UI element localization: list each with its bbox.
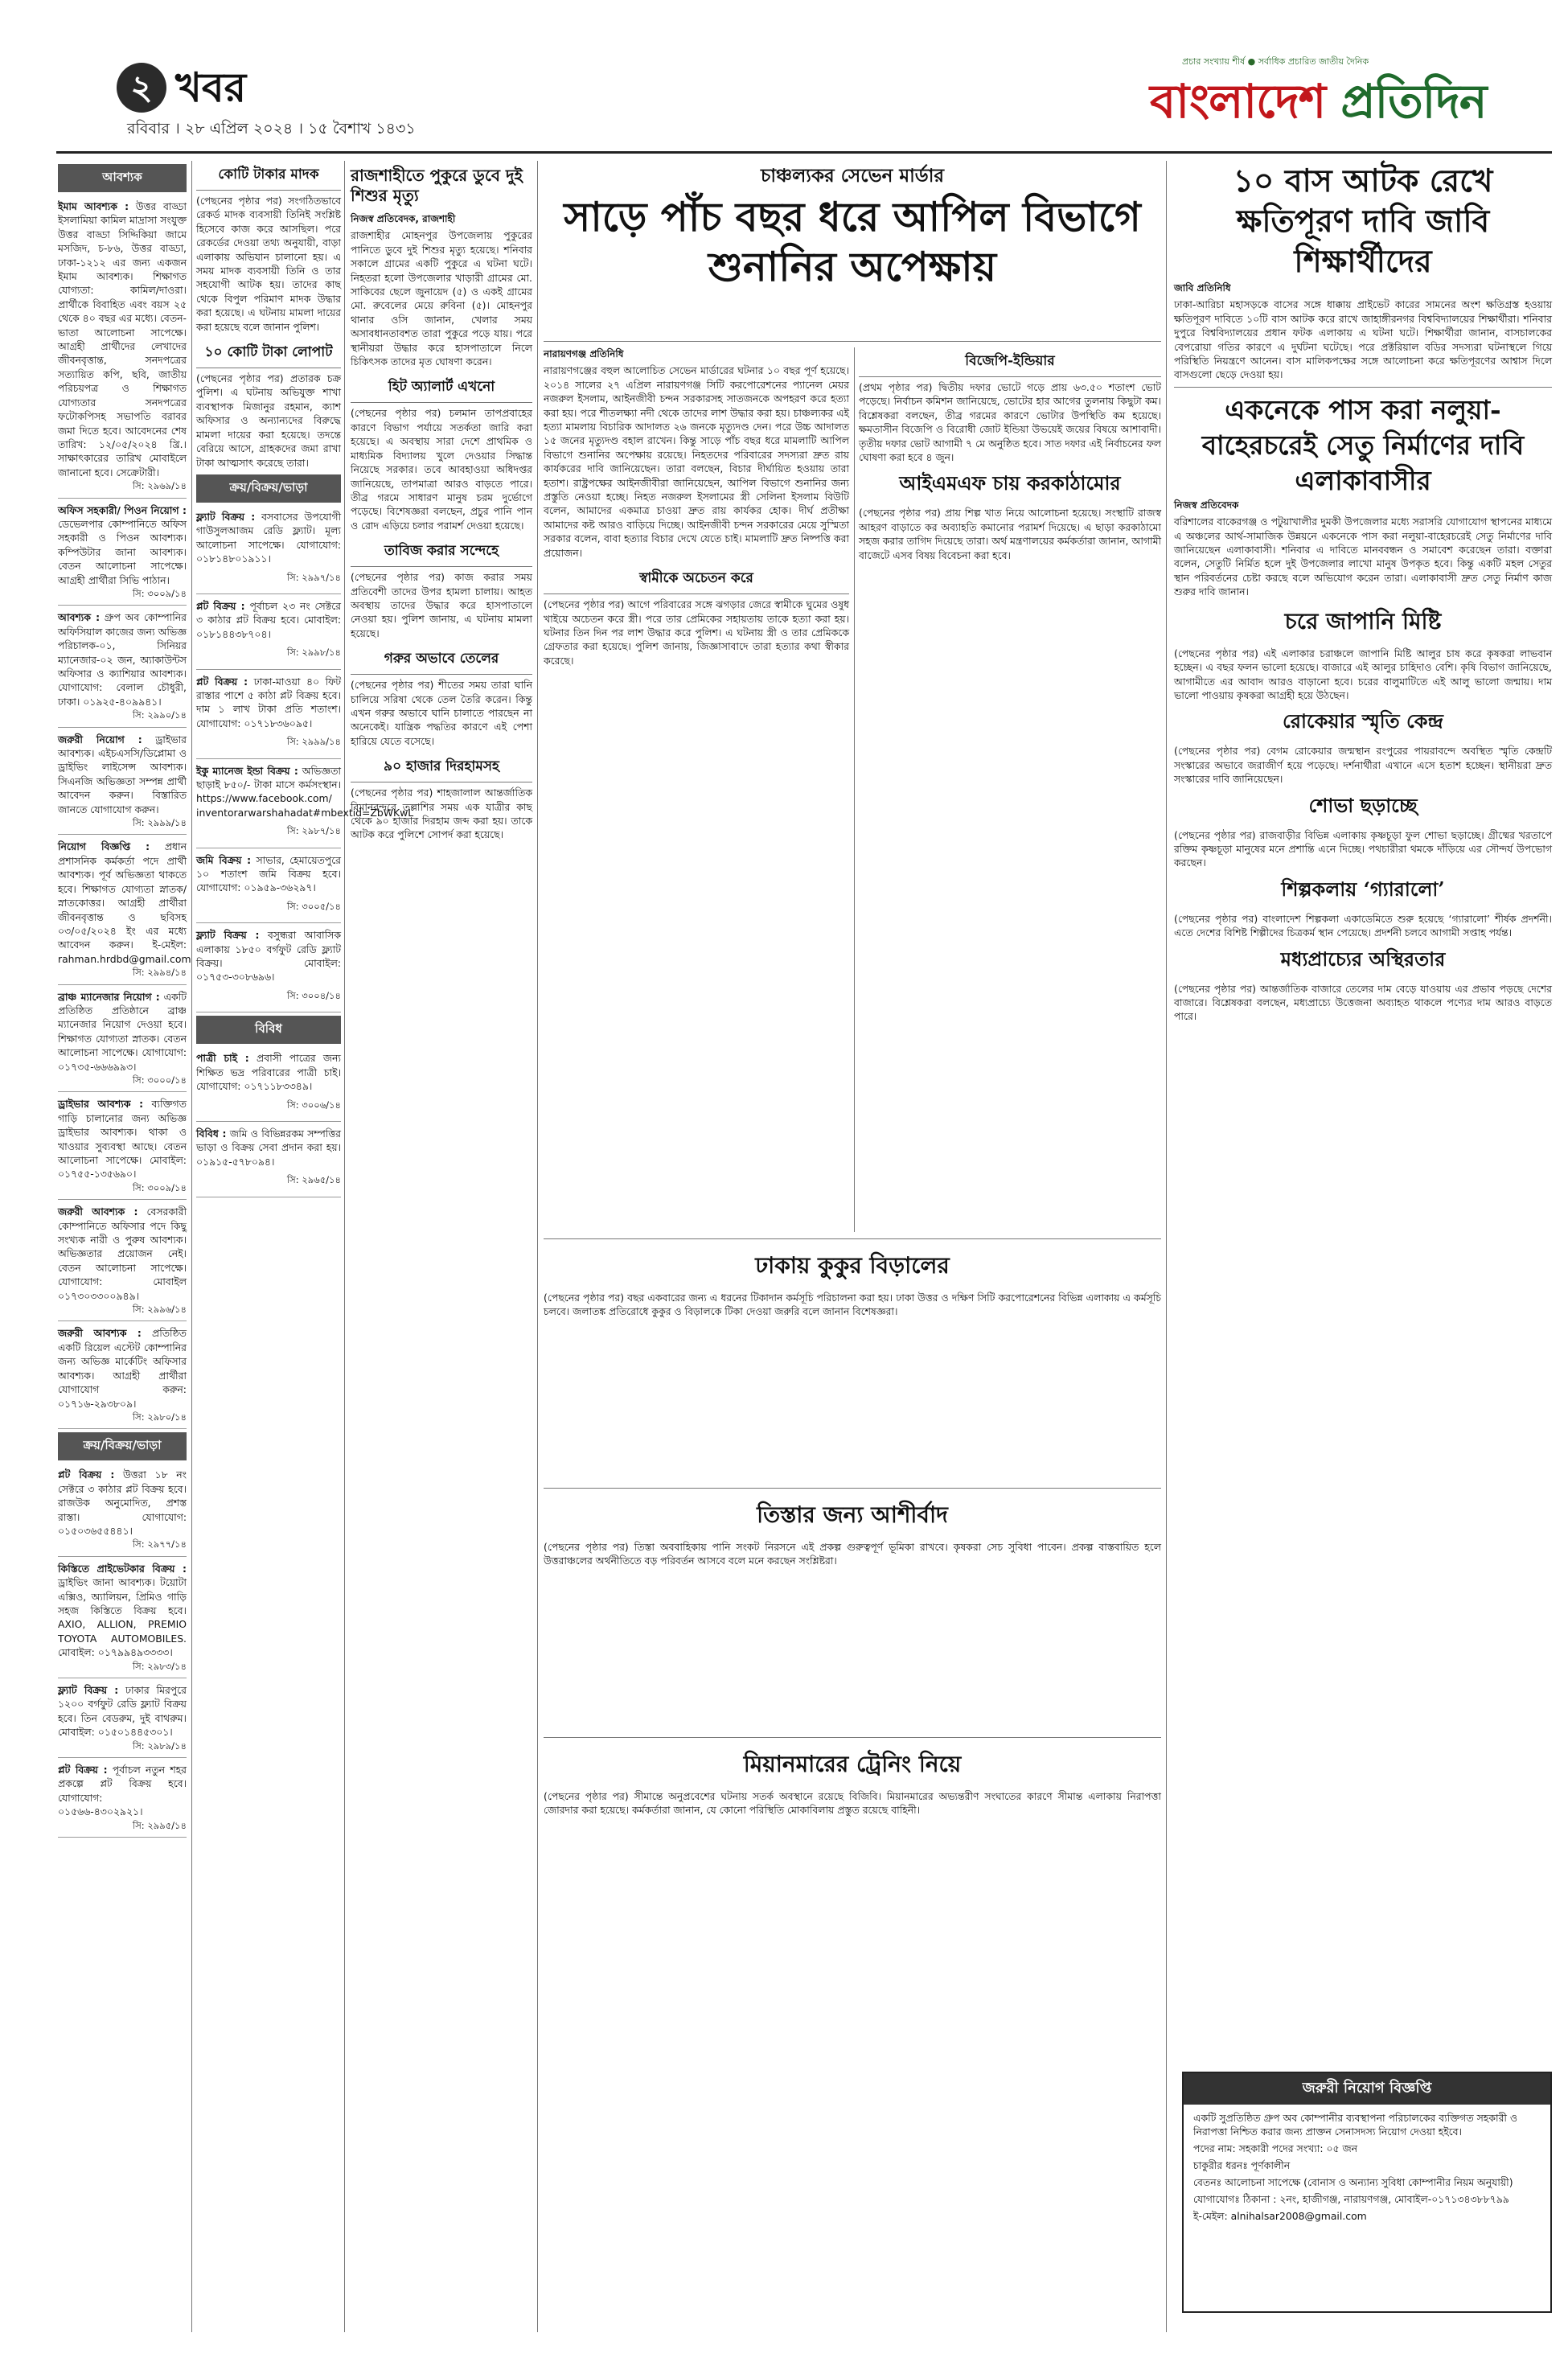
story-body: বরিশালের বাকেরগঞ্জ ও পটুয়াখালীর দুমকী উপজেলার মধ্যে সরাসরি যোগাযোগ স্থাপনের মাধ্যমে এ অঞ্চলের আর্থ-সামাজিক উন্নয়নে একনেকে পাস করা নলুয়া-বাহেরচরেই সেতু নির্মাণের দাবি জানিয়েছেন এলাকাবাসী। শনিবার এ দাবিতে মানববন্ধন ও সমাবেশ করেছেন তারা। বক্তারা বলেন, সেতুটি নির্মিত হলে দুই উপজেলার লাখো মানুষ উপকৃত হবে। কিন্তু একটি মহল সেতুর স্থান পরিবর্তনের চেষ্টা করছে বলে অভিযোগ করেন তারা। এলাকাবাসী দ্রুত সেতু নির্মাণ কাজ শুরুর দাবি জানান।	[1174, 515, 1552, 598]
classified-ad	[58, 1324, 187, 1429]
story-divider	[1174, 387, 1552, 388]
classified-ad	[196, 597, 341, 670]
lead-headline: সাড়ে পাঁচ বছর ধরে আপিল বিভাগে শুনানির অপেক্ষায়	[564, 193, 1141, 290]
ad-lead: জরুরী আবশ্যক :	[58, 1205, 138, 1218]
ad-lead: ইকু ম্যানেজ ইন্ডা বিক্রয় :	[196, 764, 298, 777]
story-headline: তিস্তার জন্য আশীর্বাদ	[757, 1501, 948, 1528]
story-block	[544, 1742, 1161, 2329]
classified-ad	[196, 1124, 341, 1197]
ad-text: পূর্বাচল ২৩ নং সেক্টরে ৩ কাঠার প্লট বিক্রয় হবে। মোবাইল: ০১৮১৪৪৩৮৭০৪।	[196, 599, 341, 640]
classified-ad	[58, 197, 187, 499]
classified-ad	[58, 501, 187, 606]
classified-ad	[58, 1559, 187, 1678]
ad-lead: প্লট বিক্রয় :	[196, 675, 248, 688]
story-divider	[544, 341, 1161, 342]
story-body: (পেছনের পৃষ্ঠার পর) বেগম রোকেয়ার জন্মস্থান রংপুরের পায়রাবন্দে অবস্থিত স্মৃতি কেন্দ্রটি সংস্কারের অভাবে জরাজীর্ণ হয়ে পড়েছে। দর্শনার্থীরা এখানে এসে হতাশ হচ্ছেন। স্থানীয়রা দ্রুত সংস্কারের দাবি জানিয়েছেন।	[1174, 745, 1552, 786]
ad-lead: জরুরী আবশ্যক :	[58, 1327, 142, 1340]
issue-date: রবিবার । ২৮ এপ্রিল ২০২৪ । ১৫ বৈশাখ ১৪৩১	[127, 120, 416, 138]
ad-code: সি: ২৯৭৭/১৪	[132, 1538, 187, 1550]
ad-code: সি: ২৯৯৫/১৪	[132, 1819, 187, 1831]
ad-text: জমি ও বিভিন্নরকম সম্পত্তির ভাড়া ও বিক্রয় সেবা প্রদান করা হয়। ০১৯১৫-৫৭৮০৯৪।	[196, 1127, 341, 1168]
classified-section-title: ক্রয়/বিক্রয়/ভাড়া	[196, 474, 341, 503]
ad-text: উত্তরা ১৮ নং সেক্টরে ৩ কাঠার প্লট বিক্রয় হবে। রাজউক অনুমোদিত, প্রশস্ত রাস্তা। যোগাযোগ: ০১৫০৩৬৫৫৪৪১।	[58, 1468, 187, 1537]
story-block	[544, 1493, 1161, 1734]
story-body: (পেছনের পৃষ্ঠার পর) চলমান তাপপ্রবাহের কারণে বিভাগ পর্যায়ে সতর্কতা জারি করা হয়েছে। এ অবস্থায় সারা দেশে প্রাথমিক ও মাধ্যমিক বিদ্যালয় খুলে দেওয়ার সিদ্ধান্ত নিয়েছে সরকার। তবে আবহাওয়া অধিদপ্তর জানিয়েছে, তাপমাত্রা আরও বাড়তে পারে। তীব্র গরমে সাধারণ মানুষ চরম দুর্ভোগে পড়েছে। বিশেষজ্ঞরা বলছেন, প্রচুর পানি পান ও রোদ এড়িয়ে চলার পরামর্শ দেওয়া হয়েছে।	[351, 407, 532, 532]
ad-code: সি: ২৯৮৩/১৪	[132, 1660, 187, 1672]
column-divider	[191, 161, 192, 2332]
ad-lead: কিস্তিতে প্রাইভেটকার বিক্রয় :	[58, 1562, 187, 1575]
ad-text: ব্যক্তিগত গাড়ি চালানোর জন্য অভিজ্ঞ ড্রাইভার আবশ্যক। থাকা ও খাওয়ার সুব্যবস্থা আছে। বেতন আলোচনা সাপেক্ষে। মোবাইল: ০১৭৫৫-১৩৫৬৯০।	[58, 1098, 187, 1181]
story-body: (পেছনের পৃষ্ঠার পর) বাংলাদেশ শিল্পকলা একাডেমিতে শুরু হয়েছে ‘গ্যারালো’ শীর্ষক প্রদর্শনী। এতে দেশের বিশিষ্ট শিল্পীদের চিত্রকর্ম স্থান পেয়েছে। প্রদর্শনী চলবে আগামী সপ্তাহ পর্যন্ত।	[1174, 912, 1552, 939]
job-ad-email: ই-মেইল: alnihalsar2008@gmail.com	[1193, 2210, 1367, 2222]
classified-ad	[58, 1095, 187, 1200]
story-headline: আইএমএফ চায় করকাঠামোর	[899, 471, 1121, 495]
ad-lead: ফ্ল্যাট বিক্রয় :	[58, 1684, 119, 1696]
ad-text: অভিজ্ঞতা ছাড়াই ৮৫০/- টাকা মাসে কর্মসংস্থান। https://www.facebook.com/ inventorarwarshahadat#mbextid=ZbWKwL	[196, 764, 414, 819]
story-body: (প্রথম পৃষ্ঠার পর) দ্বিতীয় দফার ভোটে গড়ে প্রায় ৬৩.৫০ শতাংশ ভোট পড়েছে। নির্বাচন কমিশন জানিয়েছে, ভোটের হার আগের তুলনায় কিছুটা কম। বিশ্লেষকরা বলছেন, তীব্র গরমের কারণে ভোটার উপস্থিতি কম হয়েছে। ক্ষমতাসীন বিজেপি ও বিরোধী জোট ইন্ডিয়া উভয়েই জয়ের বিষয়ে আশাবাদী। তৃতীয় দফার ভোট আগামী ৭ মে অনুষ্ঠিত হবে। সাত দফার এই নির্বাচনের ফল ঘোষণা করা হবে ৪ জুন।	[859, 381, 1161, 464]
column-divider	[344, 161, 345, 2332]
ad-lead: ইমাম আবশ্যক :	[58, 200, 129, 212]
story-divider	[544, 1488, 1161, 1489]
ad-lead: জরুরী নিয়োগ :	[58, 733, 142, 745]
job-ad-contact: যোগাযোগঃ ঠিকানা : ২নং, হাজীগঞ্জ, নারায়ণগঞ্জ, মোবাইল-০১৭১৩৪৩৮৮৭৯৯	[1193, 2193, 1509, 2205]
lead-story-body	[544, 347, 849, 1232]
ad-code: সি: ২৯৯৭/১৪	[286, 571, 341, 583]
ad-text: প্রতিষ্ঠিত একটি রিয়েল এস্টেট কোম্পানির জন্য অভিজ্ঞ মার্কেটিং অফিসার আবশ্যক। আগ্রহী প্রার্থীরা যোগাযোগ করুন: ০১৭১৬-২৯৩৮০৯।	[58, 1327, 187, 1410]
job-ad-intro: একটি সুপ্রতিষ্ঠিত গ্রুপ অব কোম্পানীর ব্যবস্থাপনা পরিচালকের ব্যক্তিগত সহকারী ও নিরাপত্তা নিশ্চিত করার জন্য প্রাক্তন সেনাসদস্য নিয়োগ দেওয়া হইবে।	[1193, 2112, 1517, 2138]
classified-ad	[196, 926, 341, 1012]
ad-lead: নিয়োগ বিজ্ঞপ্তি :	[58, 840, 150, 853]
classified-ad	[196, 672, 341, 759]
classified-section-title: বিবিধ	[196, 1016, 341, 1044]
story-body: রাজশাহীর মোহনপুর উপজেলায় পুকুরের পানিতে ডুবে দুই শিশুর মৃত্যু হয়েছে। শনিবার সকালে গ্রামের একটি পুকুরে এ ঘটনা ঘটে। নিহতরা হলো উপজেলার খাড়ারী গ্রামের মো. সাকিবের ছেলে জুনায়েদ (৫) ও একই গ্রামের মো. রুবেলের মেয়ে রুবিনা (৫)। মোহনপুর থানার ওসি জানান, খেলার সময় অসাবধানতাবশত তারা পুকুরে পড়ে যায়। পরে স্থানীয়রা উদ্ধার করে হাসপাতালে নিলে চিকিৎসক তাদের মৃত ঘোষণা করেন।	[351, 229, 532, 368]
story-headline: হিট অ্যালার্ট এখনো	[351, 373, 532, 403]
story-headline: বিজেপি-ইন্ডিয়ার	[859, 347, 1161, 377]
ad-code: সি: ৩০০৬/১৪	[286, 1099, 341, 1111]
story-body: (পেছনের পৃষ্ঠার পর) প্রতারক চক্র পুলিশ। এ ঘটনায় অভিযুক্ত শাখা ব্যবস্থাপক মিজানুর রহমান, ক্যাশ অফিসার ও অন্যান্যদের বিরুদ্ধে মামলা দায়ের করা হয়েছে। তদন্তে বেরিয়ে আসে, গ্রাহকদের জমা রাখা টাকা আত্মসাৎ করেছে তারা।	[196, 372, 341, 469]
story-headline: শিল্পকলায় ‘গ্যারালো’	[1281, 877, 1445, 901]
ad-text: সাভার, হেমায়েতপুরে ১০ শতাংশ জমি বিক্রয় হবে। যোগাযোগ: ০১৯৫৯-৩৬২৯৭।	[196, 853, 341, 894]
story-headline: মিয়ানমারের ট্রেনিং নিয়ে	[743, 1751, 962, 1777]
story-body: (পেছনের পৃষ্ঠার পর) এই এলাকার চরাঞ্চলে জাপানি মিষ্টি আলুর চাষ করে কৃষকরা লাভবান হচ্ছেন। এ বছর ফলন ভালো হয়েছে। বাজারে এই আলুর চাহিদাও বেশি। কৃষি বিভাগ জানিয়েছে, আগামীতে এর আবাদ আরও বাড়ানো হবে। চরের বালুমাটিতে এই আলু ভালো জন্মায়। দাম ভালো পাওয়ায় কৃষকরা আগ্রহী হয়ে উঠছেন।	[1174, 647, 1552, 701]
ad-lead: জমি বিক্রয় :	[196, 853, 252, 866]
ad-code: সি: ২৯৯৯/১৪	[286, 736, 341, 748]
ad-code: সি: ২৯৮৭/১৪	[286, 825, 341, 837]
ad-lead: প্লট বিক্রয় :	[196, 599, 245, 612]
classified-ad	[196, 1049, 341, 1122]
story-headline: শোভা ছড়াচ্ছে	[1308, 793, 1418, 817]
ad-text: গ্রুপ অব কোম্পানির অফিসিয়াল কাজের জন্য অভিজ্ঞ পরিচালক-০১, সিনিয়র ম্যানেজার-০২ জন, অ্যাকাউন্টস অফিসার ও ক্যাশিয়ার আবশ্যক। যোগাযোগ: বেলাল চৌধুরী, ঢাকা। ০১৯২৫-৪০৯৯৪১।	[58, 611, 187, 708]
classified-section-title: ক্রয়/বিক্রয়/ভাড়া	[58, 1432, 187, 1460]
story-headline: ঢাকায় কুকুর বিড়ালের	[755, 1252, 950, 1279]
ad-lead: প্লট বিক্রয় :	[58, 1764, 108, 1776]
page-number: ২	[117, 63, 166, 113]
story-headline: রাজশাহীতে পুকুরে ডুবে দুই শিশুর মৃত্যু	[351, 166, 523, 205]
job-ad-salary: বেতনঃ আলোচনা সাপেক্ষে (বোনাস ও অন্যান্য সুবিধা কোম্পানীর নিয়ম অনুযায়ী)	[1193, 2176, 1513, 2188]
story-byline: নিজস্ব প্রতিবেদক, রাজশাহী	[351, 213, 456, 224]
ad-lead: ব্রাঞ্চ ম্যানেজার নিয়োগ :	[58, 990, 160, 1003]
classified-ad	[58, 1202, 187, 1321]
classifieds-column	[58, 161, 191, 2332]
story-headline: একনেকে পাস করা নলুয়া-বাহেরচরেই সেতু নির্মাণের দাবি এলাকাবাসীর	[1201, 393, 1525, 496]
story-body: (পেছনের পৃষ্ঠার পর) রাজবাড়ীর বিভিন্ন এলাকায় কৃষ্ণচূড়া ফুল শোভা ছড়াচ্ছে। গ্রীষ্মের খরতাপে রক্তিম কৃষ্ণচূড়া মানুষের মনে প্রশান্তি এনে দিচ্ছে। পথচারীরা থমকে দাঁড়িয়ে এর সৌন্দর্য উপভোগ করছেন।	[1174, 828, 1552, 869]
lead-story-right	[859, 347, 1161, 1232]
ad-lead: বিবিধ :	[196, 1127, 227, 1140]
ad-text: ঢাকার মিরপুরে ১২০০ বর্গফুট রেডি ফ্ল্যাট বিক্রয় হবে। তিন বেডরুম, দুই বাথরুম। মোবাইল: ০১৫০১৪৪৫৩০১।	[58, 1684, 187, 1739]
ad-lead: ফ্ল্যাট বিক্রয় :	[196, 510, 256, 523]
story-body: (পেছনের পৃষ্ঠার পর) তিস্তা অববাহিকায় পানি সংকট নিরসনে এই প্রকল্প গুরুত্বপূর্ণ ভূমিকা রাখবে। কৃষকরা সেচ সুবিধা পাবেন। প্রকল্প বাস্তবায়িত হলে উত্তরাঞ্চলের অর্থনীতিতে বড় পরিবর্তন আসবে বলে মনে করছেন সংশ্লিষ্টরা।	[544, 1541, 1161, 1567]
masthead	[0, 0, 1568, 154]
story-byline: জাবি প্রতিনিধি	[1174, 282, 1231, 294]
ad-text: পূর্বাচল নতুন শহর প্রকল্পে প্লট বিক্রয় হবে। যোগাযোগ: ০১৫৬৬-৪৩০২৯২১।	[58, 1764, 187, 1818]
job-ad-type: চাকুরীর ধরনঃ পূর্ণকালীন	[1193, 2159, 1291, 2171]
job-ad-post: পদের নাম: সহকারী পদের সংখ্যা: ০৫ জন	[1193, 2142, 1358, 2154]
lead-kicker: চাঞ্চল্যকর সেভেন মার্ডার	[760, 165, 945, 187]
ad-lead: অফিস সহকারী/ পিওন নিয়োগ :	[58, 503, 187, 516]
ad-text: বসুন্ধরা আবাসিক এলাকায় ১৮৫০ বর্গফুট রেডি ফ্ল্যাট বিক্রয়। মোবাইল: ০১৭৫৩-৩০৮৬৯৬।	[196, 929, 341, 984]
ad-code: সি: ৩০০৯/১৪	[132, 587, 187, 599]
story-headline: কোটি টাকার মাদক	[196, 161, 341, 191]
column-three	[351, 161, 532, 2332]
story-headline: ১০ কোটি টাকা লোপাট	[196, 339, 341, 368]
ad-text: উত্তর বাড্ডা ইসলামিয়া কামিল মাদ্রাসা সংযুক্ত উত্তর বাড্ডা সিদ্দিকিয়া জামে মসজিদ, চ-৮৬, উত্তর বাড্ডা, ঢাকা-১২১২ এর জন্য একজন ইমাম আবশ্যক। শিক্ষাগত যোগ্যতা: কামিল/দাওরা। প্রার্থীকে বিবাহিত এবং বয়স ২৫ থেকে ৪০ বছর এর মধ্যে। বেতন-ভাতা আলোচনা সাপেক্ষে। আগ্রহী প্রার্থীদের লেখাদের জীবনবৃত্তান্ত, সনদপত্রের সত্যায়িত কপি, ছবি, জাতীয় পরিচয়পত্র ও শিক্ষাগত যোগ্যতার সনদপত্রের ফটোকপিসহ সভাপতি বরাবর জমা দিতে হবে। আবেদনের শেষ তারিখ: ১২/০৫/২০২৪ খ্রি.। সাক্ষাৎকারের তারিখ মোবাইলে জানানো হবে। সেক্রেটারী।	[58, 200, 187, 478]
ad-code: সি: ২৯৯৯/১৪	[132, 817, 187, 829]
story-body: (পেছনের পৃষ্ঠার পর) কাজ করার সময় প্রতিবেশী তাদের উপর হামলা চালায়। আহত অবস্থায় তাদের উদ্ধার করে হাসপাতালে নেওয়া হয়। পুলিশ জানায়, এ ঘটনায় মামলা হয়েছে।	[351, 571, 532, 639]
story-byline: নারায়ণগঞ্জ প্রতিনিধি	[544, 348, 624, 359]
job-advertisement	[1182, 2072, 1552, 2313]
story-headline: রোকেয়ার স্মৃতি কেন্দ্র	[1283, 709, 1443, 733]
classified-ad	[58, 1465, 187, 1556]
ad-code: সি: ২৯৯৪/১৪	[132, 967, 187, 979]
ad-code: সি: ২৯৮০/১৪	[132, 1411, 187, 1423]
logo-wordmark	[1150, 66, 1486, 144]
ad-code: সি: ২৯৯০/১৪	[132, 709, 187, 721]
ad-lead: ফ্ল্যাট বিক্রয় :	[196, 929, 260, 942]
story-body: ঢাকা-আরিচা মহাসড়কে বাসের সঙ্গে ধাক্কায় প্রাইভেট কারের সামনের অংশ ক্ষতিগ্রস্ত হওয়ায় ক্ষতিপূরণ দাবিতে ১০টি বাস আটক করে রাখে জাহাঙ্গীরনগর বিশ্ববিদ্যালয়ের শিক্ষার্থীরা। শনিবার দুপুরে বিশ্ববিদ্যালয়ের প্রধান ফটক এলাকায় এ ঘটনা ঘটে। শিক্ষার্থীরা জানান, বাসচালকের বেপরোয়া গতির কারণে এ দুর্ঘটনা ঘটেছে। পরে প্রক্টরিয়াল বডির সদস্যরা ঘটনাস্থলে গিয়ে পরিস্থিতি নিয়ন্ত্রণে আনেন। বাস মালিকপক্ষের সঙ্গে আলোচনা করে ক্ষতিপূরণের আশ্বাস দিলে বাসগুলো ছেড়ে দেওয়া হয়।	[1174, 298, 1552, 381]
story-headline: তাবিজ করার সন্দেহে	[351, 537, 532, 567]
story-body: (পেছনের পৃষ্ঠার পর) প্রায় শিল্প খাত নিয়ে আলোচনা হয়েছে। সংস্থাটি রাজস্ব আহরণ বাড়াতে কর অব্যাহতি কমানোর পরামর্শ দিয়েছে। এ ছাড়া করকাঠামো সহজ করার তাগিদ দিয়েছে তারা। অর্থ মন্ত্রণালয়ের কর্মকর্তারা জানান, আগামী বাজেটে এসব বিষয় বিবেচনা করা হবে।	[859, 507, 1161, 561]
story-block	[544, 1243, 1161, 1485]
classified-ad	[58, 730, 187, 836]
ad-code: সি: ৩০০০/১৪	[132, 1074, 187, 1086]
ad-text: একটি প্রতিষ্ঠিত প্রতিষ্ঠানে ব্রাঞ্চ ম্যানেজার নিয়োগ দেওয়া হবে। শিক্ষাগত যোগ্যতা স্নাতক। বেতন আলোচনা সাপেক্ষে। যোগাযোগ: ০১৭৩৫-৬৬৬৯৯৩।	[58, 990, 187, 1073]
newspaper-logo	[1150, 48, 1552, 145]
story-body: (পেছনের পৃষ্ঠার পর) আগে পরিবারের সঙ্গে ঝগড়ার জেরে স্বামীকে ঘুমের ওষুধ খাইয়ে অচেতন করে স্ত্রী। পরে তার প্রেমিকের সহায়তায় তাকে হত্যা করা হয়। ঘটনার তিন দিন পর লাশ উদ্ধার করে পুলিশ। এ ঘটনায় স্ত্রী ও তার প্রেমিককে গ্রেফতার করা হয়েছে। পুলিশ জানায়, জিজ্ঞাসাবাদে তারা হত্যার কথা স্বীকার করেছে।	[544, 598, 849, 667]
ad-text: প্রধান প্রশাসনিক কর্মকর্তা পদে প্রার্থী আবশ্যক। পূর্ব অভিজ্ঞতা থাকতে হবে। শিক্ষাগত যোগ্যতা স্নাতক/স্নাতকোত্তর। আগ্রহী প্রার্থীরা জীবনবৃত্তান্ত ও ছবিসহ ০৩/০৫/২০২৪ ইং এর মধ্যে আবেদন করুন। ই-মেইল: rahman.hrdbd@gmail.com	[58, 840, 191, 965]
job-ad-title: জরুরী নিয়োগ বিজ্ঞপ্তি	[1184, 2073, 1550, 2105]
logo-tagline: প্রচার সংখ্যায় শীর্ষ ● সর্বাধিক প্রচারিত জাতীয় দৈনিক	[1182, 56, 1369, 67]
classified-ad	[196, 851, 341, 924]
ad-code: সি: ৩০০৫/১৪	[286, 900, 341, 912]
story-headline: গরুর অভাবে তেলের	[351, 645, 532, 675]
story-body: (পেছনের পৃষ্ঠার পর) সীমান্তে অনুপ্রবেশের ঘটনায় সতর্ক অবস্থানে রয়েছে বিজিবি। মিয়ানমারের অভ্যন্তরীণ সংঘাতের কারণে সীমান্ত এলাকায় নিরাপত্তা জোরদার করা হয়েছে। কর্মকর্তারা জানান, যে কোনো পরিস্থিতি মোকাবিলায় প্রস্তুত রয়েছে বাহিনী।	[544, 1790, 1161, 1817]
ad-lead: ড্রাইভার আবশ্যক :	[58, 1098, 144, 1111]
story-body: নারায়ণগঞ্জের বহুল আলোচিত সেভেন মার্ডারের ঘটনার ১০ বছর পূর্ণ হয়েছে। ২০১৪ সালের ২৭ এপ্রিল নারায়ণগঞ্জ সিটি করপোরেশনের প্যানেল মেয়র নজরুল ইসলাম, আইনজীবী চন্দন সরকারসহ সাতজনকে অপহরণ করে হত্যা করা হয়। পরে শীতলক্ষ্যা নদী থেকে তাদের লাশ উদ্ধার করা হয়। চাঞ্চল্যকর এই হত্যা মামলায় বিচারিক আদালত ২৬ জনকে মৃত্যুদণ্ড দেন। পরে উচ্চ আদালত ১৫ জনের মৃত্যুদণ্ড বহাল রাখেন। কিন্তু সাড়ে পাঁচ বছর ধরে মামলাটি আপিল বিভাগে শুনানির অপেক্ষায় রয়েছে। নিহতদের পরিবারের সদস্যরা দ্রুত রায় কার্যকরের দাবি জানিয়েছেন। তারা বলছেন, বিচার দীর্ঘায়িত হওয়ায় তারা হতাশ। রাষ্ট্রপক্ষের আইনজীবীরা জানিয়েছেন, আপিল বিভাগে শুনানির জন্য প্রস্তুতি নেওয়া হচ্ছে। নিহত নজরুল ইসলামের স্ত্রী সেলিনা ইসলাম বিউটি বলেন, আমাদের একমাত্র চাওয়া দ্রুত রায় কার্যকর হোক। দীর্ঘ প্রতীক্ষা আমাদের কষ্ট আরও বাড়িয়ে দিচ্ছে। আইনজীবী চন্দন সরকারের মেয়ে সুস্মিতা সরকার বলেন, বাবা হত্যার বিচার দেখে যেতে চাই। মামলাটি দ্রুত নিষ্পত্তি করা প্রয়োজন।	[544, 364, 849, 559]
column-divider	[854, 347, 855, 1232]
masthead-rule	[56, 151, 1552, 154]
logo-red-part: বাংলাদেশ	[1150, 74, 1341, 129]
ad-text: ড্রাইভিং জানা আবশ্যক। টয়োটা এক্সিও, অ্যালিয়ন, প্রিমিও গাড়ি সহজ কিস্তিতে বিক্রয় হবে। AXIO, ALLION, PREMIO TOYOTA AUTOMOBILES. মোবাইল: ০১৭৯৯৪৯৩৩৩৩।	[58, 1576, 187, 1659]
classified-ad	[58, 1681, 187, 1758]
story-divider	[544, 1238, 1161, 1239]
ad-lead: প্লট বিক্রয় :	[58, 1468, 115, 1481]
ad-text: ডেভেলপার কোম্পানিতে অফিস সহকারী ও পিওন আবশ্যক। কম্পিউটার জানা আবশ্যক। বেতন আলোচনা সাপেক্ষে। আগ্রহী প্রার্থীরা সিভি পাঠান।	[58, 517, 187, 586]
ad-text: ঢাকা-মাওয়া ৪০ ফিট রাস্তার পাশে ৫ কাঠা প্লট বিক্রয় হবে। দাম ১ লাখ টাকা প্রতি শতাংশ। যোগাযোগ: ০১৭১৮৩৬০৯৫।	[196, 675, 341, 729]
story-headline: চরে জাপানি মিষ্টি	[1284, 607, 1442, 635]
story-headline: ৯০ হাজার দিরহামসহ	[351, 753, 532, 782]
ad-lead: আবশ্যক :	[58, 611, 101, 624]
ad-text: বেসরকারী কোম্পানিতে অফিসার পদে কিছু সংখ্যক নারী ও পুরুষ আবশ্যক। অভিজ্ঞতার প্রয়োজন নেই। বেতন আলোচনা সাপেক্ষে। যোগাযোগ: মোবাইল ০১৭৩০৩৩০০৯৪৯।	[58, 1205, 187, 1302]
ad-text: প্রবাসী পাত্রের জন্য শিক্ষিত ভদ্র পরিবারের পাত্রী চাই। যোগাযোগ: ০১৭১১৮৩৩৪৯।	[196, 1052, 341, 1093]
story-body: (পেছনের পৃষ্ঠার পর) শীতের সময় তারা ঘানি চালিয়ে সরিষা থেকে তেল তৈরি করেন। কিন্তু এখন গরুর অভাবে ঘানি চালাতে পারছেন না অনেকেই। যান্ত্রিক পদ্ধতির কারণে এই পেশা হারিয়ে যেতে বসেছে।	[351, 679, 532, 747]
ad-code: সি: ২৯৬৫/১৪	[286, 1174, 341, 1186]
ad-text: বসবাসের উপযোগী গাউসুলআজম রেডি ফ্ল্যাট। মূল্য আলোচনা সাপেক্ষে। যোগাযোগ: ০১৮১৪৮০১৯১১।	[196, 510, 341, 565]
story-divider	[544, 1737, 1161, 1738]
ad-code: সি: ৩০০৯/১৪	[132, 1181, 187, 1193]
classified-ad	[58, 837, 191, 984]
classified-ad	[58, 1760, 187, 1838]
ad-code: সি: ২৯৮৯/১৪	[132, 1739, 187, 1752]
column-divider	[1166, 161, 1167, 2332]
column-divider	[537, 161, 538, 2332]
ad-text: ড্রাইভার আবশ্যক। এইচএসসি/ডিপ্লোমা ও ড্রাইভিং লাইসেন্স আবশ্যক। সিএনজি অভিজ্ঞতা সম্পন্ন প্রার্থী আবেদন করুন। বিস্তারিত জানতে যোগাযোগ করুন।	[58, 733, 187, 815]
story-headline: ১০ বাস আটক রেখে ক্ষতিপূরণ দাবি জাবি শিক্ষার্থীদের	[1233, 162, 1493, 280]
section-title: খবর	[175, 64, 247, 111]
story-body: (পেছনের পৃষ্ঠার পর) বছর একবারের জন্য এ ধরনের টিকাদান কর্মসূচি পরিচালনা করা হয়। ঢাকা উত্তর ও দক্ষিণ সিটি করপোরেশনের বিভিন্ন এলাকায় এ কর্মসূচি চলবে। জলাতঙ্ক প্রতিরোধে কুকুর ও বিড়ালকে টিকা দেওয়া জরুরি বলে জানান বিশেষজ্ঞরা।	[544, 1292, 1161, 1318]
right-column	[1174, 161, 1552, 2067]
story-body: (পেছনের পৃষ্ঠার পর) আন্তর্জাতিক বাজারে তেলের দাম বেড়ে যাওয়ায় এর প্রভাব পড়ছে দেশের বাজারে। বিশ্লেষকরা বলছেন, মধ্যপ্রাচ্যে উত্তেজনা অব্যাহত থাকলে পণ্যের দাম আরও বাড়তে পারে।	[1174, 982, 1552, 1023]
classified-ad	[58, 988, 187, 1093]
classified-ad	[196, 762, 414, 848]
ad-code: সি: ২৯৯৮/১৪	[286, 647, 341, 659]
story-body: (পেছনের পৃষ্ঠার পর) সংগঠিতভাবে রেকর্ড মাদক ব্যবসায়ী তিনিই সংশ্লিষ্ট হিসেবে কাজ করে আসছিল। পরে রেকর্ডের দেওয়া তথ্য অনুযায়ী, বাড়া এলাকায় অভিযান চালানো হয়। এ সময় মাদক ব্যবসায়ী তিনি ও তার সহযোগী আটক হয়। তাদের কাছ থেকে বিপুল পরিমাণ মাদক উদ্ধার করা হয়েছে। এ ঘটনায় মামলা দায়ের করা হয়েছে বলে জানান পুলিশ।	[196, 195, 341, 333]
ad-lead: পাত্রী চাই :	[196, 1052, 249, 1065]
classified-ad	[196, 507, 341, 594]
job-ad-body	[1184, 2105, 1550, 2232]
story-headline: মধ্যপ্রাচ্যের অস্থিরতার	[1280, 947, 1446, 971]
classified-ad	[58, 608, 187, 727]
story-body: (পেছনের পৃষ্ঠার পর) শাহজালাল আন্তর্জাতিক বিমানবন্দরে তল্লাশির সময় এক যাত্রীর কাছ থেকে ৯০ হাজার দিরহাম জব্দ করা হয়। তাকে আটক করে পুলিশে সোপর্দ করা হয়েছে।	[351, 787, 532, 841]
story-byline: নিজস্ব প্রতিবেদক	[1174, 499, 1239, 511]
ad-code: সি: ২৯৯৬/১৪	[132, 1304, 187, 1316]
story-headline: স্বামীকে অচেতন করে	[544, 565, 849, 594]
classified-section-title: আবশ্যক	[58, 164, 187, 192]
logo-green-part: প্রতিদিন	[1340, 74, 1487, 129]
ad-code: সি: ২৯৬৯/১৪	[132, 480, 187, 492]
ad-code: সি: ৩০০৪/১৪	[286, 989, 341, 1001]
lead-story-header	[544, 161, 1161, 338]
